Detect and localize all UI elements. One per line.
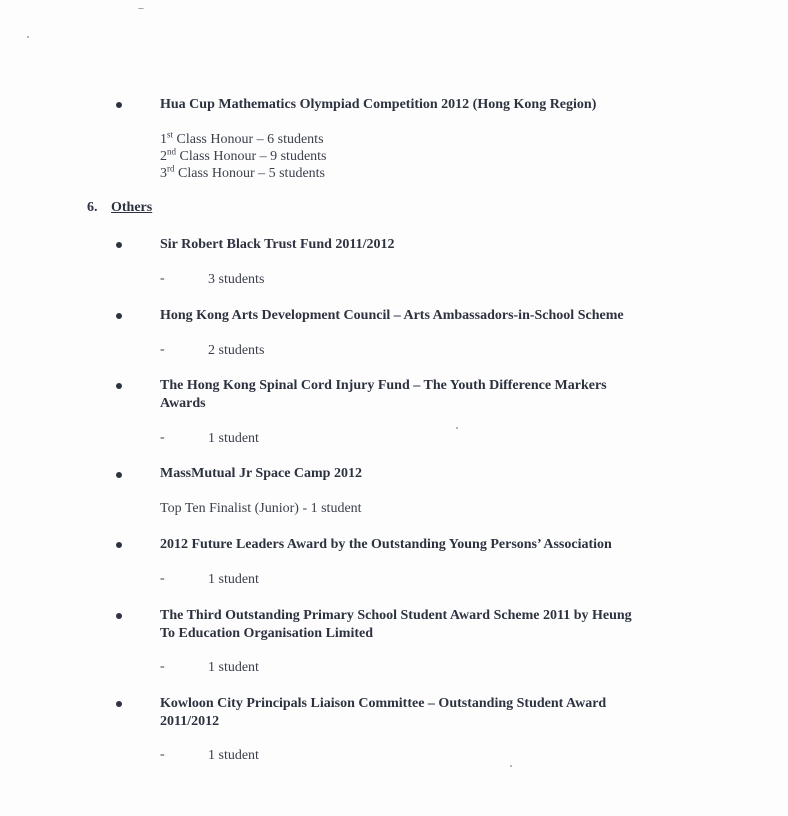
award-title: MassMutual Jr Space Camp 2012	[160, 466, 362, 481]
bullet-icon	[116, 242, 122, 248]
honour-line-2: 2nd Class Honour – 9 students	[160, 146, 327, 164]
bullet-icon	[116, 313, 122, 319]
scan-speck	[510, 765, 512, 767]
list-dash: -	[160, 659, 165, 674]
award-title: 2012 Future Leaders Award by the Outstanding Young Persons’ Association	[160, 537, 612, 552]
section-number: 6.	[87, 200, 98, 215]
award-detail: 1 student	[208, 431, 259, 446]
award-title: Hong Kong Arts Development Council – Arts Ambassadors-in-School Scheme	[160, 308, 624, 323]
award-detail: 3 students	[208, 272, 265, 287]
scan-speck	[27, 36, 29, 38]
list-dash: -	[160, 747, 165, 762]
award-title-continued: Awards	[160, 396, 206, 411]
section-title: Others	[111, 200, 153, 215]
bullet-icon	[116, 102, 122, 108]
award-title: Kowloon City Principals Liaison Committee – Outstanding Student Award	[160, 696, 607, 711]
award-title-continued: To Education Organisation Limited	[160, 626, 374, 641]
award-detail: 1 student	[208, 660, 259, 675]
list-dash: -	[160, 430, 165, 445]
scan-speck	[456, 427, 458, 429]
award-detail: Top Ten Finalist (Junior) - 1 student	[160, 501, 362, 516]
award-detail: 1 student	[208, 572, 259, 587]
honour-line-3: 3rd Class Honour – 5 students	[160, 163, 325, 181]
bullet-icon	[116, 383, 122, 389]
honour-line-1: 1st Class Honour – 6 students	[160, 129, 324, 147]
award-title: The Hong Kong Spinal Cord Injury Fund – The Youth Difference Markers	[160, 378, 607, 393]
scan-speck	[138, 8, 144, 9]
award-detail: 1 student	[208, 748, 259, 763]
bullet-icon	[116, 542, 122, 548]
hua-cup-title: Hua Cup Mathematics Olympiad Competition 2012 (Hong Kong Region)	[160, 97, 597, 112]
list-dash: -	[160, 571, 165, 586]
bullet-icon	[116, 613, 122, 619]
award-title: The Third Outstanding Primary School Student Award Scheme 2011 by Heung	[160, 608, 632, 623]
bullet-icon	[116, 472, 122, 478]
list-dash: -	[160, 271, 165, 286]
award-detail: 2 students	[208, 343, 265, 358]
list-dash: -	[160, 342, 165, 357]
bullet-icon	[116, 701, 122, 707]
award-title: Sir Robert Black Trust Fund 2011/2012	[160, 237, 395, 252]
award-title-continued: 2011/2012	[160, 714, 220, 729]
